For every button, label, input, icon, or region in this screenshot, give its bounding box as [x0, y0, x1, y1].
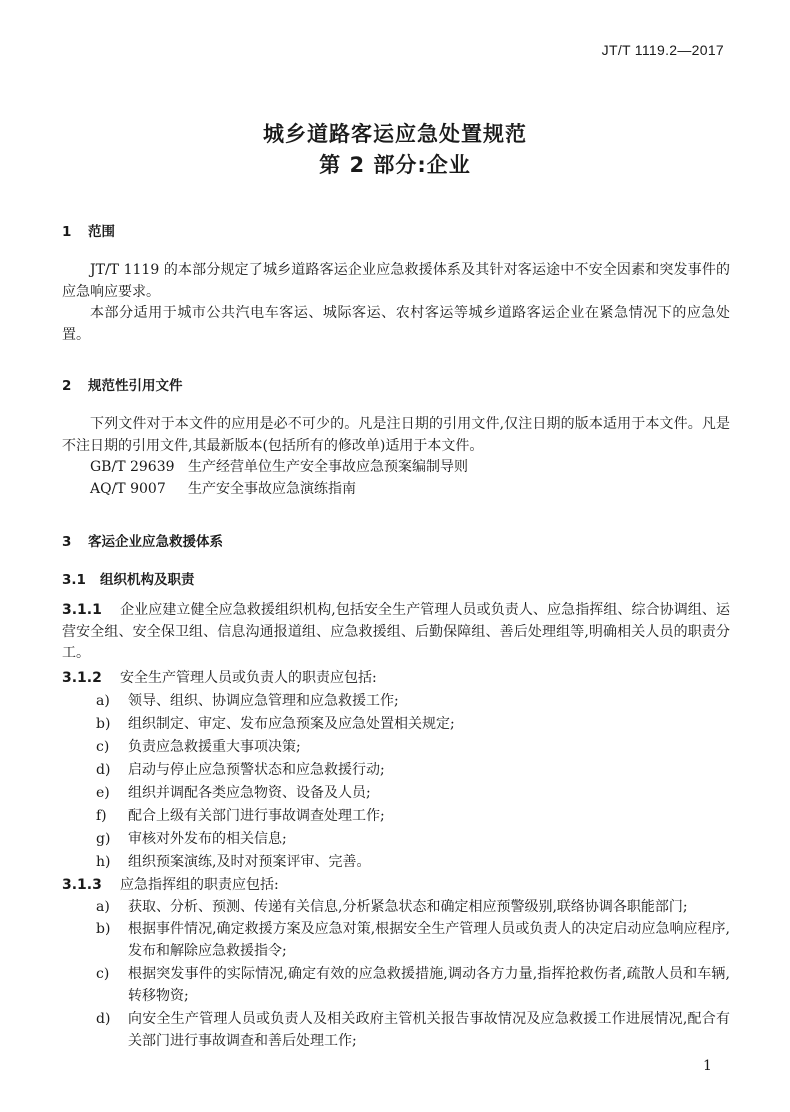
section-number: 3: [62, 534, 72, 550]
list-label: b): [96, 921, 111, 937]
list-text: 获取、分析、预测、传递有关信息,分析紧急状态和确定相应预警级别,联络协调各职能部门;: [128, 899, 688, 915]
list-text: 领导、组织、协调应急管理和应急救援工作;: [128, 693, 399, 709]
list-label: h): [96, 854, 111, 870]
list-item: [96, 760, 730, 782]
subsection-title: 组织机构及职责: [100, 572, 195, 588]
list-item: [96, 737, 730, 759]
list-label: a): [96, 899, 110, 915]
list-item: [96, 852, 730, 874]
list-text: 根据突发事件的实际情况,确定有效的应急救援措施,调动各方力量,指挥抢救伤者,疏散人员和车辆,转移物资;: [128, 966, 730, 1004]
reference-title: 生产经营单位生产安全事故应急预案编制导则: [188, 459, 468, 475]
section-title: 范围: [88, 224, 115, 240]
subsection-number: 3.1: [62, 572, 86, 588]
document-title: 城乡道路客运应急处置规范: [263, 122, 527, 146]
clause-text: 企业应建立健全应急救援组织机构,包括安全生产管理人员或负责人、应急指挥组、综合协调组、运营安全组、安全保卫组、信息沟通报道组、应急救援组、后勤保障组、善后处理组等,明确相关人员的职责分工。: [62, 602, 730, 661]
list-text: 审核对外发布的相关信息;: [128, 831, 287, 847]
section-number: 1: [62, 224, 72, 240]
reference-code: GB/T 29639: [90, 459, 175, 475]
paragraph: 本部分适用于城市公共汽电车客运、城际客运、农村客运等城乡道路客运企业在紧急情况下的应急处置。: [62, 305, 730, 343]
list-item: [96, 1009, 730, 1052]
clause-number: 3.1.1: [62, 602, 102, 618]
list-item: [96, 919, 730, 962]
list-text: 负责应急救援重大事项决策;: [128, 739, 301, 755]
list-item: [96, 964, 730, 1007]
reference-entry: [90, 479, 356, 501]
list-text: 组织预案演练,及时对预案评审、完善。: [128, 854, 371, 870]
list-label: c): [96, 966, 110, 982]
list-text: 根据事件情况,确定救援方案及应急对策,根据安全生产管理人员或负责人的决定启动应急响应程序,发布和解除应急救援指令;: [128, 921, 730, 959]
section-1-heading: [62, 220, 115, 240]
page-number: 1: [703, 1058, 712, 1074]
section-number: 2: [62, 378, 72, 394]
subsection-3-1-heading: [62, 568, 195, 588]
list-label: e): [96, 785, 110, 801]
list-label: d): [96, 762, 111, 778]
clause-text: 安全生产管理人员或负责人的职责应包括:: [120, 670, 377, 686]
clause-3-1-1: [62, 600, 730, 665]
list-label: a): [96, 693, 110, 709]
clause-3-1-2: [62, 668, 730, 690]
clause-3-1-3: [62, 875, 730, 897]
paragraph: 下列文件对于本文件的应用是必不可少的。凡是注日期的引用文件,仅注日期的版本适用于本文件。凡是不注日期的引用文件,其最新版本(包括所有的修改单)适用于本文件。: [62, 416, 730, 454]
clause-number: 3.1.2: [62, 670, 102, 686]
list-text: 组织制定、审定、发布应急预案及应急处置相关规定;: [128, 716, 455, 732]
list-item: [96, 897, 730, 919]
document-subtitle: 第 2 部分:企业: [319, 153, 471, 177]
paragraph: JT/T 1119 的本部分规定了城乡道路客运企业应急救援体系及其针对客运途中不安全因素和突发事件的应急响应要求。: [62, 262, 730, 300]
list-item: [96, 714, 730, 736]
list-item: [96, 691, 730, 713]
list-label: d): [96, 1011, 111, 1027]
section-2-heading: [62, 374, 183, 394]
list-label: b): [96, 716, 111, 732]
clause-number: 3.1.3: [62, 877, 102, 893]
list-text: 组织并调配各类应急物资、设备及人员;: [128, 785, 371, 801]
section-title: 客运企业应急救援体系: [88, 534, 223, 550]
list-text: 启动与停止应急预警状态和应急救援行动;: [128, 762, 385, 778]
list-item: [96, 783, 730, 805]
reference-code: AQ/T 9007: [90, 481, 166, 497]
list-label: f): [96, 808, 107, 824]
list-label: g): [96, 831, 111, 847]
standard-number: JT/T 1119.2—2017: [601, 42, 724, 58]
list-item: [96, 829, 730, 851]
section-3-heading: [62, 530, 223, 550]
list-text: 向安全生产管理人员或负责人及相关政府主管机关报告事故情况及应急救援工作进展情况,配合有关部门进行事故调查和善后处理工作;: [128, 1011, 730, 1049]
reference-entry: [90, 457, 468, 479]
section-title: 规范性引用文件: [88, 378, 183, 394]
clause-text: 应急指挥组的职责应包括:: [120, 877, 279, 893]
list-label: c): [96, 739, 110, 755]
reference-title: 生产安全事故应急演练指南: [188, 481, 356, 497]
list-text: 配合上级有关部门进行事故调查处理工作;: [128, 808, 385, 824]
list-item: [96, 806, 730, 828]
